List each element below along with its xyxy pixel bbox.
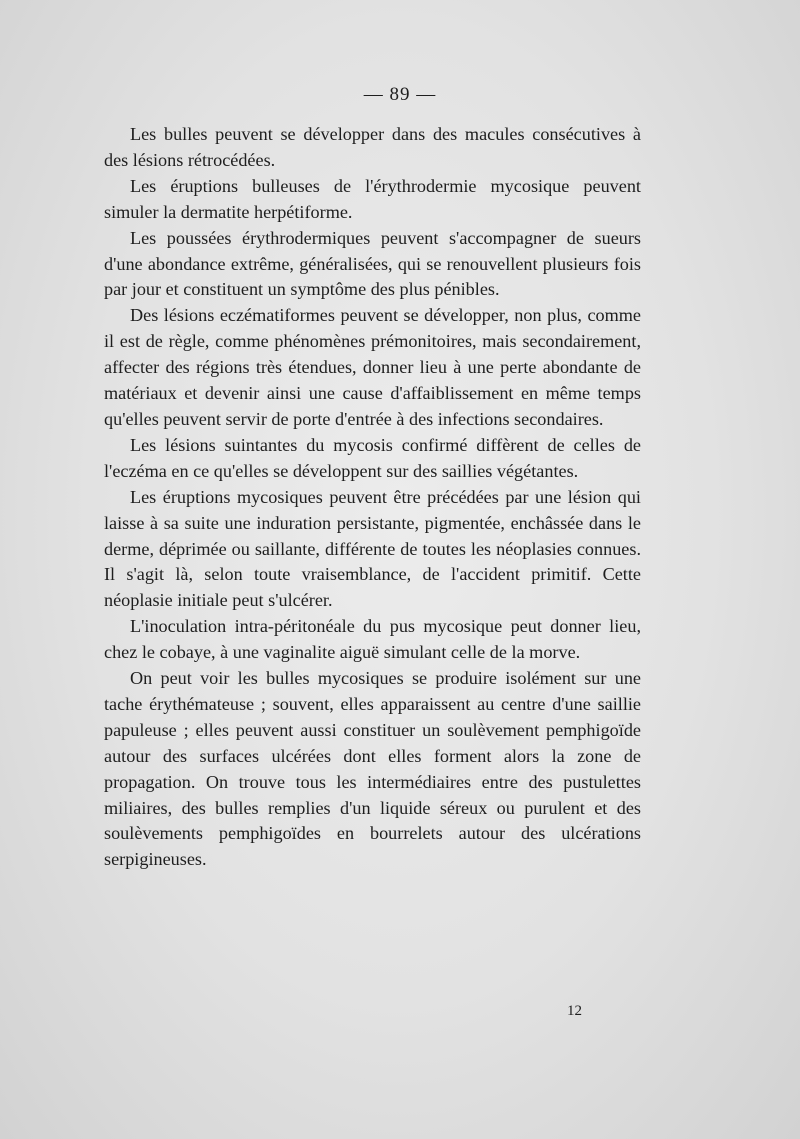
paragraph: On peut voir les bulles mycosiques se produire isolément sur une tache érythémateuse ; souvent, elles apparaissent au centre d'une saillie papuleuse ; elles peuvent aussi constituer un soulèvement pemphigoïde autour des surfaces ulcérées dont elles forment alors la zone de propagation. On trouve tous les intermédiaires entre des pustulettes miliaires, des bulles remplies d'un liquide séreux ou purulent et des soulèvements pemphigoïdes en bourrelets autour des ulcérations serpigineuses. bbox=[104, 668, 641, 870]
paragraph: Les bulles peuvent se développer dans des macules consécutives à des lésions rétrocédées. bbox=[104, 124, 641, 170]
paragraph: Des lésions eczématiformes peuvent se développer, non plus, comme il est de règle, comme phénomènes prémonitoires, mais secondairement, affecter des régions très étendues, donner lieu à une perte abondante de matériaux et devenir ainsi une cause d'affaiblissement en même temps qu'elles peuvent servir de porte d'entrée à des infections secondaires. bbox=[104, 305, 641, 429]
paragraph: Les lésions suintantes du mycosis confirmé diffèrent de celles de l'eczéma en ce qu'elles se développent sur des saillies végétantes. bbox=[104, 434, 641, 481]
paragraph: L'inoculation intra-péritonéale du pus mycosique peut donner lieu, chez le cobaye, à une vaginalite aiguë simulant celle de la morve. bbox=[104, 616, 641, 663]
body-text bbox=[104, 122, 641, 873]
paragraph: Les éruptions bulleuses de l'érythrodermie mycosique peuvent simuler la dermatite herpétiforme. bbox=[104, 175, 641, 222]
signature-mark: 12 bbox=[567, 1003, 582, 1019]
paragraph: Les poussées érythrodermiques peuvent s'accompagner de sueurs d'une abondance extrême, généralisées, qui se renouvellent plusieurs fois par jour et constituent un symptôme des plus pénibles. bbox=[104, 227, 641, 300]
page-number: — 89 — bbox=[363, 84, 437, 105]
paragraph: Les éruptions mycosiques peuvent être précédées par une lésion qui laisse à sa suite une induration persistante, pigmentée, enchâssée dans le derme, déprimée ou saillante, différente de toutes les néoplasies connues. Il s'agit là, selon toute vraisemblance, de l'accident primitif. Cette néoplasie initiale peut s'ulcérer. bbox=[104, 486, 641, 611]
